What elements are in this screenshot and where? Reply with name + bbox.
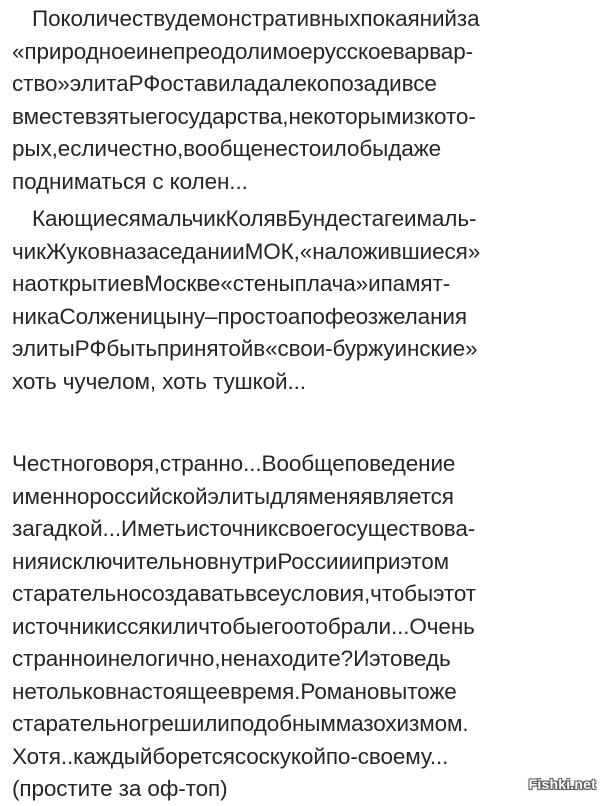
word: на <box>12 271 37 296</box>
word: рых, <box>12 136 58 161</box>
word: не <box>12 678 36 704</box>
word: Романовы <box>300 678 408 704</box>
word: иссяк <box>103 613 161 639</box>
word: – <box>205 303 218 329</box>
word: время. <box>230 678 301 704</box>
word: исключительно <box>48 548 207 574</box>
word: на <box>111 238 137 264</box>
word: элита <box>69 71 129 96</box>
text-line <box>12 741 586 774</box>
word: является <box>360 483 454 509</box>
word: открытие <box>36 271 133 296</box>
word: странно... <box>159 451 262 476</box>
word: старательно <box>12 711 141 736</box>
word: говоря, <box>85 451 160 476</box>
text-line <box>12 36 586 69</box>
word: поведение <box>344 451 456 476</box>
word: взятые <box>84 103 158 129</box>
word: этот <box>433 581 476 606</box>
word: МОК, <box>244 238 300 264</box>
word: государства, <box>157 103 289 129</box>
word: русское <box>312 38 393 64</box>
text-line: хоть чучелом, хоть тушкой... <box>12 368 306 394</box>
word: даже <box>388 136 442 161</box>
word: нелогично, <box>107 646 221 671</box>
word: быть <box>106 336 158 361</box>
text-line <box>12 101 586 134</box>
word: ство» <box>12 71 70 96</box>
text-line <box>12 236 586 269</box>
word: меня <box>308 483 361 509</box>
word: условия, <box>279 581 371 606</box>
word: принятой <box>157 336 254 361</box>
word: элиты <box>12 336 75 361</box>
word: непреодолимое <box>148 38 313 64</box>
word: оставила <box>160 71 256 96</box>
word: честно, <box>106 136 184 161</box>
word: Бундестаге <box>287 206 405 231</box>
word: далеко <box>255 71 330 96</box>
word: создавать <box>140 581 245 606</box>
word: тоже <box>407 678 457 704</box>
word: бы <box>359 136 389 161</box>
text-line <box>12 676 586 709</box>
word: и <box>135 38 149 64</box>
word: все <box>401 71 437 96</box>
word: и <box>95 646 108 671</box>
word: это <box>369 646 403 671</box>
text-line <box>12 611 586 644</box>
word: и <box>404 206 417 231</box>
word: для <box>270 483 309 509</box>
text-line <box>12 203 586 236</box>
word: отобрали... <box>293 613 410 639</box>
word: именно <box>12 483 90 509</box>
paragraph-2 <box>12 203 586 398</box>
word: Солженицыну <box>59 303 206 329</box>
word: настоящее <box>116 678 231 704</box>
word: в <box>132 271 145 296</box>
word: своего <box>277 516 346 541</box>
word: покаяний <box>360 6 457 31</box>
word: его <box>261 613 294 639</box>
word: маль- <box>416 206 477 231</box>
word: каждый <box>73 743 153 769</box>
word: внутри <box>206 548 278 574</box>
word: демонстративных <box>175 6 361 31</box>
word: Жуков <box>45 238 112 264</box>
word: варвар- <box>392 38 474 64</box>
word: «наложившиеся» <box>299 238 481 264</box>
word: странно <box>12 646 96 671</box>
text-line <box>12 133 586 166</box>
word: Кающиеся <box>32 206 141 231</box>
word: «стены <box>220 271 295 296</box>
word: кото- <box>424 103 476 129</box>
word: некоторым <box>288 103 402 129</box>
word: желания <box>378 303 467 329</box>
word: со <box>234 743 259 769</box>
word: заседании <box>136 238 245 264</box>
word: или <box>160 613 199 639</box>
word: РФ <box>74 336 107 361</box>
word: стоило <box>287 136 360 161</box>
word: памят- <box>380 271 451 296</box>
word: только <box>36 678 105 704</box>
word: России <box>277 548 351 574</box>
word: в <box>104 678 117 704</box>
word: Вообще <box>261 451 345 476</box>
word: грешили <box>140 711 230 736</box>
word: скукой <box>258 743 326 769</box>
word: апофеоз <box>287 303 379 329</box>
word: Честно <box>12 451 86 476</box>
watermark-logo: Fishki.net <box>528 776 596 792</box>
text-line <box>12 68 586 101</box>
word: «природное <box>12 38 136 64</box>
text-line <box>12 3 586 36</box>
word: борется <box>152 743 235 769</box>
word: мазохизмом. <box>335 711 469 736</box>
word: ника <box>12 303 60 329</box>
word: И <box>353 646 370 671</box>
word: позади <box>329 71 402 96</box>
word: и <box>350 548 364 574</box>
word: вместе <box>12 103 85 129</box>
word: количеству <box>60 6 176 31</box>
paragraph-1 <box>12 3 586 198</box>
text-line <box>12 546 586 579</box>
word: Очень <box>409 613 475 639</box>
word: не <box>220 646 246 671</box>
word: плача» <box>294 271 369 296</box>
text-line <box>12 448 586 481</box>
word: в <box>275 206 288 231</box>
text-line <box>12 643 586 676</box>
word: за <box>456 6 480 31</box>
text-line: подниматься с колен... <box>12 168 248 194</box>
word: подобным <box>229 711 336 736</box>
word: мальчик <box>140 206 226 231</box>
word: из <box>401 103 425 129</box>
word: существова- <box>345 516 476 541</box>
word: РФ <box>128 71 161 96</box>
word: все <box>244 581 280 606</box>
word: Москве <box>144 271 221 296</box>
text-line <box>12 513 586 546</box>
word: По <box>32 6 61 31</box>
word: источник <box>12 613 104 639</box>
paragraph-3 <box>12 448 586 806</box>
word: ния <box>12 548 49 574</box>
word: ведь <box>402 646 451 671</box>
word: и <box>368 271 381 296</box>
text-line <box>12 578 586 611</box>
word: «свои-буржуинские» <box>265 336 478 361</box>
word: Иметь <box>121 516 186 541</box>
word: этом <box>400 548 449 574</box>
text-line <box>12 333 586 366</box>
word: загадкой... <box>12 516 122 541</box>
text-line <box>12 268 586 301</box>
word: если <box>57 136 107 161</box>
word: элиты <box>207 483 271 509</box>
word: российской <box>89 483 208 509</box>
text-line <box>12 708 586 741</box>
text-line <box>12 301 586 334</box>
word: не <box>262 136 288 161</box>
word: чик <box>12 238 46 264</box>
text-line: (простите за оф-топ) <box>12 776 228 801</box>
word: чтобы <box>370 581 434 606</box>
word: старательно <box>12 581 141 606</box>
word: Коля <box>225 206 276 231</box>
word: источник <box>185 516 278 541</box>
word: по-своему... <box>325 743 449 769</box>
word: просто <box>217 303 288 329</box>
word: Хотя.. <box>12 743 74 769</box>
word: находите? <box>245 646 354 671</box>
word: при <box>363 548 401 574</box>
word: вообще <box>183 136 263 161</box>
text-line <box>12 481 586 514</box>
word: чтобы <box>198 613 262 639</box>
word: в <box>253 336 266 361</box>
